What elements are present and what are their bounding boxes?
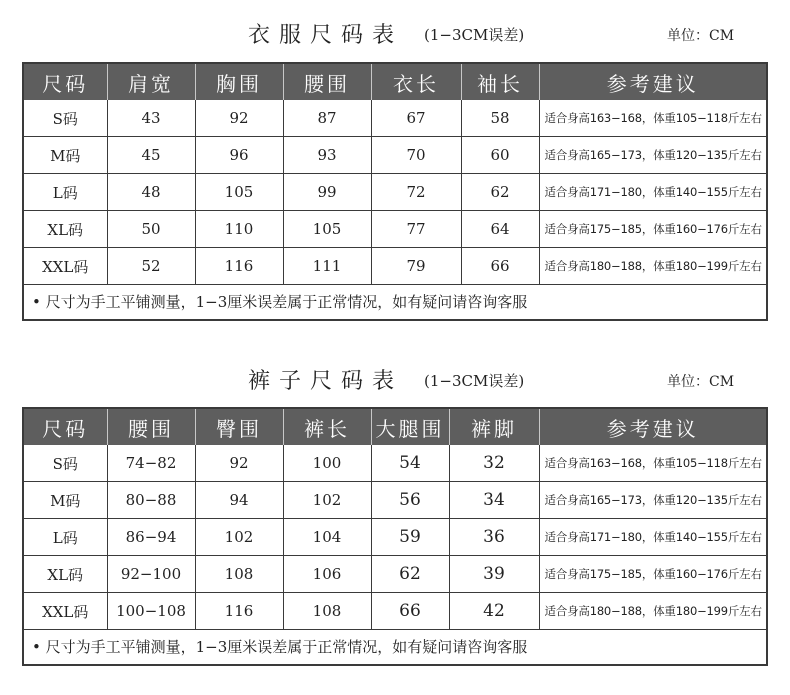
clothes-measure-cell: 99 xyxy=(283,174,371,211)
clothes-measure-cell: 64 xyxy=(461,211,539,248)
pants-header-cell: 大腿围 xyxy=(371,409,449,445)
pants-measure-cell: 59 xyxy=(371,519,449,556)
pants-measure-cell: 62 xyxy=(371,556,449,593)
pants-measure-cell: 102 xyxy=(283,482,371,519)
clothes-measure-cell: 70 xyxy=(371,137,461,174)
pants-measure-cell: 100 xyxy=(283,445,371,482)
pants-measure-cell: 102 xyxy=(195,519,283,556)
pants-measure-cell: 34 xyxy=(449,482,539,519)
pants-table-row xyxy=(24,482,766,519)
pants-header-cell: 裤脚 xyxy=(449,409,539,445)
clothes-header-cell: 腰围 xyxy=(283,64,371,100)
pants-advice-cell: 适合身高163−168，体重105−118斤左右 xyxy=(539,445,766,482)
clothes-measure-cell: 111 xyxy=(283,248,371,285)
pants-size-table-frame xyxy=(22,407,768,666)
pants-measure-cell: 108 xyxy=(283,593,371,630)
clothes-header-cell: 衣长 xyxy=(371,64,461,100)
clothes-size-cell: XL码 xyxy=(24,211,107,248)
clothes-measure-cell: 96 xyxy=(195,137,283,174)
pants-size-cell: XL码 xyxy=(24,556,107,593)
pants-measure-cell: 36 xyxy=(449,519,539,556)
pants-chart-title: 裤子尺码表 xyxy=(248,369,404,394)
pants-measure-cell: 42 xyxy=(449,593,539,630)
clothes-title-bar xyxy=(0,18,790,48)
pants-title-bar xyxy=(0,364,790,394)
clothes-measure-cell: 48 xyxy=(107,174,195,211)
pants-size-table xyxy=(24,409,766,630)
clothes-measure-cell: 87 xyxy=(283,100,371,137)
clothes-measure-cell: 66 xyxy=(461,248,539,285)
clothes-measure-cell: 77 xyxy=(371,211,461,248)
clothes-size-table xyxy=(24,64,766,285)
clothes-measure-cell: 110 xyxy=(195,211,283,248)
pants-advice-cell: 适合身高165−173，体重120−135斤左右 xyxy=(539,482,766,519)
pants-size-cell: S码 xyxy=(24,445,107,482)
pants-table-row xyxy=(24,593,766,630)
pants-advice-cell: 适合身高171−180，体重140−155斤左右 xyxy=(539,519,766,556)
clothes-header-cell: 参考建议 xyxy=(539,64,766,100)
pants-header-row xyxy=(24,409,766,445)
pants-header-cell: 腰围 xyxy=(107,409,195,445)
pants-measure-cell: 94 xyxy=(195,482,283,519)
pants-measure-cell: 74−82 xyxy=(107,445,195,482)
pants-header-cell: 臀围 xyxy=(195,409,283,445)
pants-measure-cell: 116 xyxy=(195,593,283,630)
pants-header-cell: 尺码 xyxy=(24,409,107,445)
pants-error-note: (1−3CM误差) xyxy=(424,372,525,390)
pants-table-row xyxy=(24,519,766,556)
pants-header-cell: 参考建议 xyxy=(539,409,766,445)
clothes-measure-cell: 105 xyxy=(283,211,371,248)
clothes-header-row xyxy=(24,64,766,100)
clothes-error-note: (1−3CM误差) xyxy=(424,26,525,44)
pants-unit-label: 单位：CM xyxy=(667,374,735,390)
clothes-measure-cell: 67 xyxy=(371,100,461,137)
clothes-table-row xyxy=(24,100,766,137)
clothes-advice-cell: 适合身高175−185，体重160−176斤左右 xyxy=(539,211,766,248)
pants-measure-cell: 56 xyxy=(371,482,449,519)
pants-measure-cell: 92−100 xyxy=(107,556,195,593)
pants-table-row xyxy=(24,445,766,482)
clothes-header-cell: 尺码 xyxy=(24,64,107,100)
pants-measure-cell: 106 xyxy=(283,556,371,593)
clothes-chart-title: 衣服尺码表 xyxy=(248,23,404,48)
clothes-measure-cell: 72 xyxy=(371,174,461,211)
pants-advice-cell: 适合身高180−188，体重180−199斤左右 xyxy=(539,593,766,630)
clothes-header-cell: 肩宽 xyxy=(107,64,195,100)
clothes-header-cell: 袖长 xyxy=(461,64,539,100)
pants-table-row xyxy=(24,556,766,593)
pants-measure-cell: 92 xyxy=(195,445,283,482)
pants-footnote: • 尺寸为手工平铺测量，1−3厘米误差属于正常情况，如有疑问请咨询客服 xyxy=(32,638,528,656)
clothes-size-cell: XXL码 xyxy=(24,248,107,285)
clothes-advice-cell: 适合身高163−168，体重105−118斤左右 xyxy=(539,100,766,137)
clothes-unit-label: 单位：CM xyxy=(667,28,735,44)
clothes-table-row xyxy=(24,211,766,248)
clothes-measure-cell: 92 xyxy=(195,100,283,137)
clothes-size-table-frame xyxy=(22,62,768,321)
pants-size-cell: XXL码 xyxy=(24,593,107,630)
clothes-measure-cell: 93 xyxy=(283,137,371,174)
clothes-advice-cell: 适合身高165−173，体重120−135斤左右 xyxy=(539,137,766,174)
clothes-advice-cell: 适合身高180−188，体重180−199斤左右 xyxy=(539,248,766,285)
pants-size-cell: M码 xyxy=(24,482,107,519)
pants-measure-cell: 39 xyxy=(449,556,539,593)
pants-measure-cell: 54 xyxy=(371,445,449,482)
clothes-header-cell: 胸围 xyxy=(195,64,283,100)
clothes-advice-cell: 适合身高171−180，体重140−155斤左右 xyxy=(539,174,766,211)
clothes-table-row xyxy=(24,137,766,174)
pants-measure-cell: 32 xyxy=(449,445,539,482)
clothes-measure-cell: 52 xyxy=(107,248,195,285)
clothes-table-row xyxy=(24,248,766,285)
pants-measure-cell: 66 xyxy=(371,593,449,630)
pants-advice-cell: 适合身高175−185，体重160−176斤左右 xyxy=(539,556,766,593)
clothes-size-cell: L码 xyxy=(24,174,107,211)
clothes-measure-cell: 58 xyxy=(461,100,539,137)
pants-measure-cell: 100−108 xyxy=(107,593,195,630)
clothes-measure-cell: 60 xyxy=(461,137,539,174)
clothes-measure-cell: 62 xyxy=(461,174,539,211)
clothes-size-cell: S码 xyxy=(24,100,107,137)
pants-size-cell: L码 xyxy=(24,519,107,556)
clothes-measure-cell: 105 xyxy=(195,174,283,211)
clothes-measure-cell: 50 xyxy=(107,211,195,248)
pants-measure-cell: 86−94 xyxy=(107,519,195,556)
clothes-measure-cell: 79 xyxy=(371,248,461,285)
clothes-size-cell: M码 xyxy=(24,137,107,174)
clothes-footnote: • 尺寸为手工平铺测量，1−3厘米误差属于正常情况，如有疑问请咨询客服 xyxy=(32,293,528,311)
pants-measure-cell: 80−88 xyxy=(107,482,195,519)
clothes-table-row xyxy=(24,174,766,211)
pants-measure-cell: 108 xyxy=(195,556,283,593)
clothes-measure-cell: 43 xyxy=(107,100,195,137)
clothes-measure-cell: 116 xyxy=(195,248,283,285)
clothes-measure-cell: 45 xyxy=(107,137,195,174)
pants-measure-cell: 104 xyxy=(283,519,371,556)
pants-header-cell: 裤长 xyxy=(283,409,371,445)
